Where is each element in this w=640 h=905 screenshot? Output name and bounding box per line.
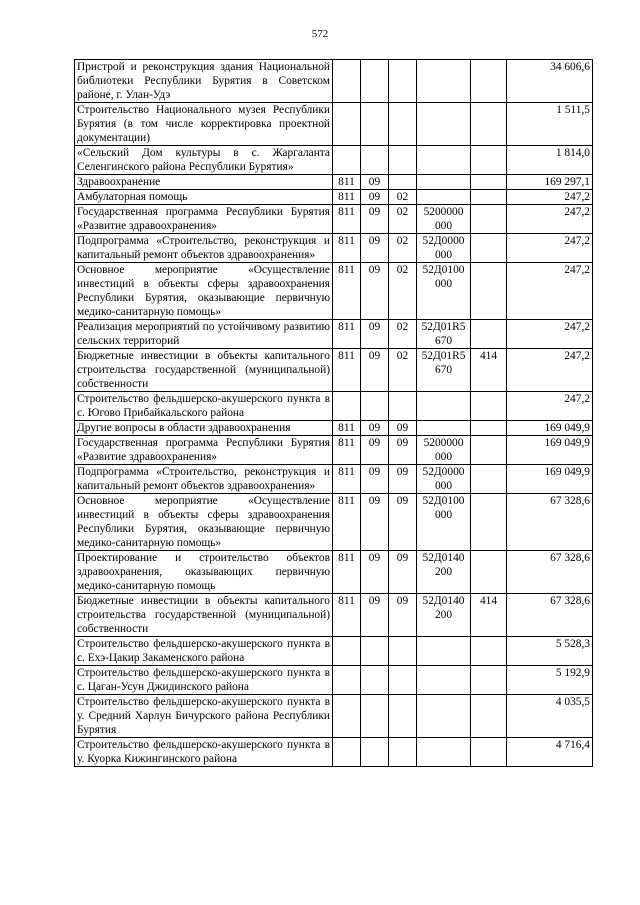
row-subsection-code: 02 [389, 205, 417, 234]
row-name: Бюджетные инвестиции в объекты капитального строительства государственной (муниципальной) собственности [75, 594, 333, 637]
row-subsection-code: 09 [389, 421, 417, 436]
row-name: Строительство фельдшерско-акушерского пункта в с. Югово Прибайкальского района [75, 392, 333, 421]
row-name: Бюджетные инвестиции в объекты капитального строительства государственной (муниципальной) собственности [75, 349, 333, 392]
row-ved-code: 811 [333, 263, 361, 320]
row-ved-code: 811 [333, 494, 361, 551]
row-section-code: 09 [361, 421, 389, 436]
row-name: Строительство фельдшерско-акушерского пункта в с. Ехэ-Цакир Закаменского района [75, 637, 333, 666]
row-name: Проектирование и строительство объектов здравоохранения, оказывающих первичную медико-санитарную помощь [75, 551, 333, 594]
row-target-article: 52Д01R5 670 [417, 349, 471, 392]
row-ved-code: 811 [333, 320, 361, 349]
row-expense-type [471, 637, 507, 666]
row-subsection-code: 02 [389, 263, 417, 320]
table-body [75, 60, 593, 767]
row-name: «Сельский Дом культуры в с. Жаргаланта Селенгинского района Республики Бурятия» [75, 146, 333, 175]
row-subsection-code: 02 [389, 349, 417, 392]
table-row [75, 60, 593, 103]
row-expense-type [471, 392, 507, 421]
row-subsection-code [389, 175, 417, 190]
row-expense-type [471, 103, 507, 146]
row-amount: 4 716,4 [507, 738, 593, 767]
row-section-code: 09 [361, 436, 389, 465]
row-subsection-code: 09 [389, 494, 417, 551]
row-name: Пристрой и реконструкция здания Национальной библиотеки Республики Бурятия в Советском районе, г. Улан-Удэ [75, 60, 333, 103]
row-subsection-code: 09 [389, 465, 417, 494]
row-target-article: 52Д0100 000 [417, 263, 471, 320]
row-name: Строительство фельдшерско-акушерского пункта в у. Куорка Кижингинского района [75, 738, 333, 767]
row-section-code [361, 637, 389, 666]
row-subsection-code [389, 666, 417, 695]
row-expense-type [471, 263, 507, 320]
row-expense-type [471, 320, 507, 349]
row-amount: 34 606,6 [507, 60, 593, 103]
table-row [75, 551, 593, 594]
row-target-article [417, 190, 471, 205]
row-target-article [417, 146, 471, 175]
table-row [75, 594, 593, 637]
row-section-code [361, 392, 389, 421]
row-subsection-code: 02 [389, 234, 417, 263]
row-ved-code [333, 146, 361, 175]
table-row [75, 263, 593, 320]
row-amount: 5 528,3 [507, 637, 593, 666]
row-ved-code: 811 [333, 234, 361, 263]
row-expense-type [471, 551, 507, 594]
row-amount: 169 297,1 [507, 175, 593, 190]
row-subsection-code: 02 [389, 190, 417, 205]
row-target-article [417, 60, 471, 103]
row-ved-code: 811 [333, 349, 361, 392]
row-subsection-code [389, 392, 417, 421]
row-expense-type: 414 [471, 349, 507, 392]
row-subsection-code [389, 60, 417, 103]
table-row [75, 349, 593, 392]
row-target-article: 52Д0100 000 [417, 494, 471, 551]
row-target-article: 52Д0000 000 [417, 465, 471, 494]
row-name: Строительство Национального музея Республики Бурятия (в том числе корректировка проектной документации) [75, 103, 333, 146]
row-subsection-code [389, 637, 417, 666]
row-amount: 169 049,9 [507, 421, 593, 436]
row-name: Основное мероприятие «Осуществление инвестиций в объекты сферы здравоохранения Республики Бурятия, оказывающие первичную медико-санитарную помощь» [75, 494, 333, 551]
row-expense-type [471, 190, 507, 205]
row-section-code: 09 [361, 263, 389, 320]
row-expense-type [471, 695, 507, 738]
table-row [75, 234, 593, 263]
table-row [75, 666, 593, 695]
row-expense-type [471, 146, 507, 175]
row-name: Строительство фельдшерско-акушерского пункта в у. Средний Харлун Бичурского района Республики Бурятия [75, 695, 333, 738]
table-row [75, 637, 593, 666]
row-subsection-code: 02 [389, 320, 417, 349]
row-ved-code [333, 738, 361, 767]
row-name: Подпрограмма «Строительство, реконструкция и капитальный ремонт объектов здравоохранения» [75, 234, 333, 263]
row-subsection-code [389, 103, 417, 146]
row-section-code: 09 [361, 494, 389, 551]
row-ved-code: 811 [333, 465, 361, 494]
row-amount: 247,2 [507, 190, 593, 205]
row-ved-code: 811 [333, 205, 361, 234]
row-ved-code [333, 103, 361, 146]
row-amount: 1 511,5 [507, 103, 593, 146]
table-row [75, 738, 593, 767]
table-row [75, 421, 593, 436]
row-expense-type [471, 494, 507, 551]
row-subsection-code [389, 695, 417, 738]
row-section-code [361, 666, 389, 695]
row-section-code: 09 [361, 320, 389, 349]
row-ved-code [333, 392, 361, 421]
row-section-code: 09 [361, 234, 389, 263]
row-expense-type [471, 666, 507, 695]
table-row [75, 175, 593, 190]
row-section-code [361, 738, 389, 767]
row-amount: 247,2 [507, 205, 593, 234]
table-row [75, 320, 593, 349]
row-name: Государственная программа Республики Бурятия «Развитие здравоохранения» [75, 436, 333, 465]
row-section-code [361, 60, 389, 103]
row-name: Государственная программа Республики Бурятия «Развитие здравоохранения» [75, 205, 333, 234]
row-expense-type [471, 234, 507, 263]
table-row [75, 205, 593, 234]
row-section-code [361, 695, 389, 738]
row-amount: 1 814,0 [507, 146, 593, 175]
row-target-article [417, 421, 471, 436]
row-amount: 4 035,5 [507, 695, 593, 738]
row-expense-type: 414 [471, 594, 507, 637]
row-name: Амбулаторная помощь [75, 190, 333, 205]
table-row [75, 103, 593, 146]
row-amount: 67 328,6 [507, 494, 593, 551]
row-amount: 247,2 [507, 234, 593, 263]
row-section-code [361, 103, 389, 146]
row-name: Здравоохранение [75, 175, 333, 190]
row-ved-code [333, 60, 361, 103]
row-ved-code: 811 [333, 190, 361, 205]
row-ved-code: 811 [333, 551, 361, 594]
table-row [75, 494, 593, 551]
row-expense-type [471, 60, 507, 103]
row-section-code: 09 [361, 175, 389, 190]
row-subsection-code: 09 [389, 551, 417, 594]
row-amount: 247,2 [507, 349, 593, 392]
row-amount: 247,2 [507, 263, 593, 320]
row-amount: 247,2 [507, 392, 593, 421]
table-row [75, 146, 593, 175]
table-row [75, 436, 593, 465]
row-target-article: 52Д0000 000 [417, 234, 471, 263]
row-target-article [417, 637, 471, 666]
row-expense-type [471, 738, 507, 767]
row-expense-type [471, 421, 507, 436]
row-amount: 247,2 [507, 320, 593, 349]
row-target-article [417, 103, 471, 146]
row-amount: 169 049,9 [507, 436, 593, 465]
row-section-code: 09 [361, 190, 389, 205]
row-expense-type [471, 205, 507, 234]
row-target-article [417, 695, 471, 738]
row-target-article [417, 738, 471, 767]
row-section-code: 09 [361, 349, 389, 392]
page-number: 572 [311, 28, 329, 40]
row-name: Основное мероприятие «Осуществление инвестиций в объекты сферы здравоохранения Республики Бурятия, оказывающие первичную медико-санитарную помощь» [75, 263, 333, 320]
table-row [75, 695, 593, 738]
row-amount: 169 049,9 [507, 465, 593, 494]
row-ved-code: 811 [333, 421, 361, 436]
row-section-code: 09 [361, 465, 389, 494]
row-amount: 67 328,6 [507, 594, 593, 637]
row-target-article: 52Д0140 200 [417, 594, 471, 637]
row-section-code: 09 [361, 205, 389, 234]
row-section-code [361, 146, 389, 175]
row-name: Подпрограмма «Строительство, реконструкция и капитальный ремонт объектов здравоохранения» [75, 465, 333, 494]
row-ved-code [333, 637, 361, 666]
row-subsection-code [389, 738, 417, 767]
row-ved-code [333, 666, 361, 695]
row-name: Строительство фельдшерско-акушерского пункта в с. Цаган-Усун Джидинского района [75, 666, 333, 695]
row-subsection-code [389, 146, 417, 175]
row-expense-type [471, 175, 507, 190]
row-section-code: 09 [361, 594, 389, 637]
budget-table [74, 59, 593, 767]
row-target-article: 5200000 000 [417, 436, 471, 465]
row-target-article [417, 666, 471, 695]
row-target-article [417, 175, 471, 190]
table-row [75, 392, 593, 421]
row-name: Реализация мероприятий по устойчивому развитию сельских территорий [75, 320, 333, 349]
row-subsection-code: 09 [389, 436, 417, 465]
row-ved-code: 811 [333, 175, 361, 190]
row-amount: 5 192,9 [507, 666, 593, 695]
row-target-article: 5200000 000 [417, 205, 471, 234]
row-subsection-code: 09 [389, 594, 417, 637]
row-ved-code: 811 [333, 594, 361, 637]
table-row [75, 465, 593, 494]
row-target-article [417, 392, 471, 421]
row-ved-code: 811 [333, 436, 361, 465]
row-section-code: 09 [361, 551, 389, 594]
row-ved-code [333, 695, 361, 738]
row-target-article: 52Д01R5 670 [417, 320, 471, 349]
row-expense-type [471, 465, 507, 494]
row-expense-type [471, 436, 507, 465]
row-target-article: 52Д0140 200 [417, 551, 471, 594]
table-row [75, 190, 593, 205]
row-amount: 67 328,6 [507, 551, 593, 594]
row-name: Другие вопросы в области здравоохранения [75, 421, 333, 436]
